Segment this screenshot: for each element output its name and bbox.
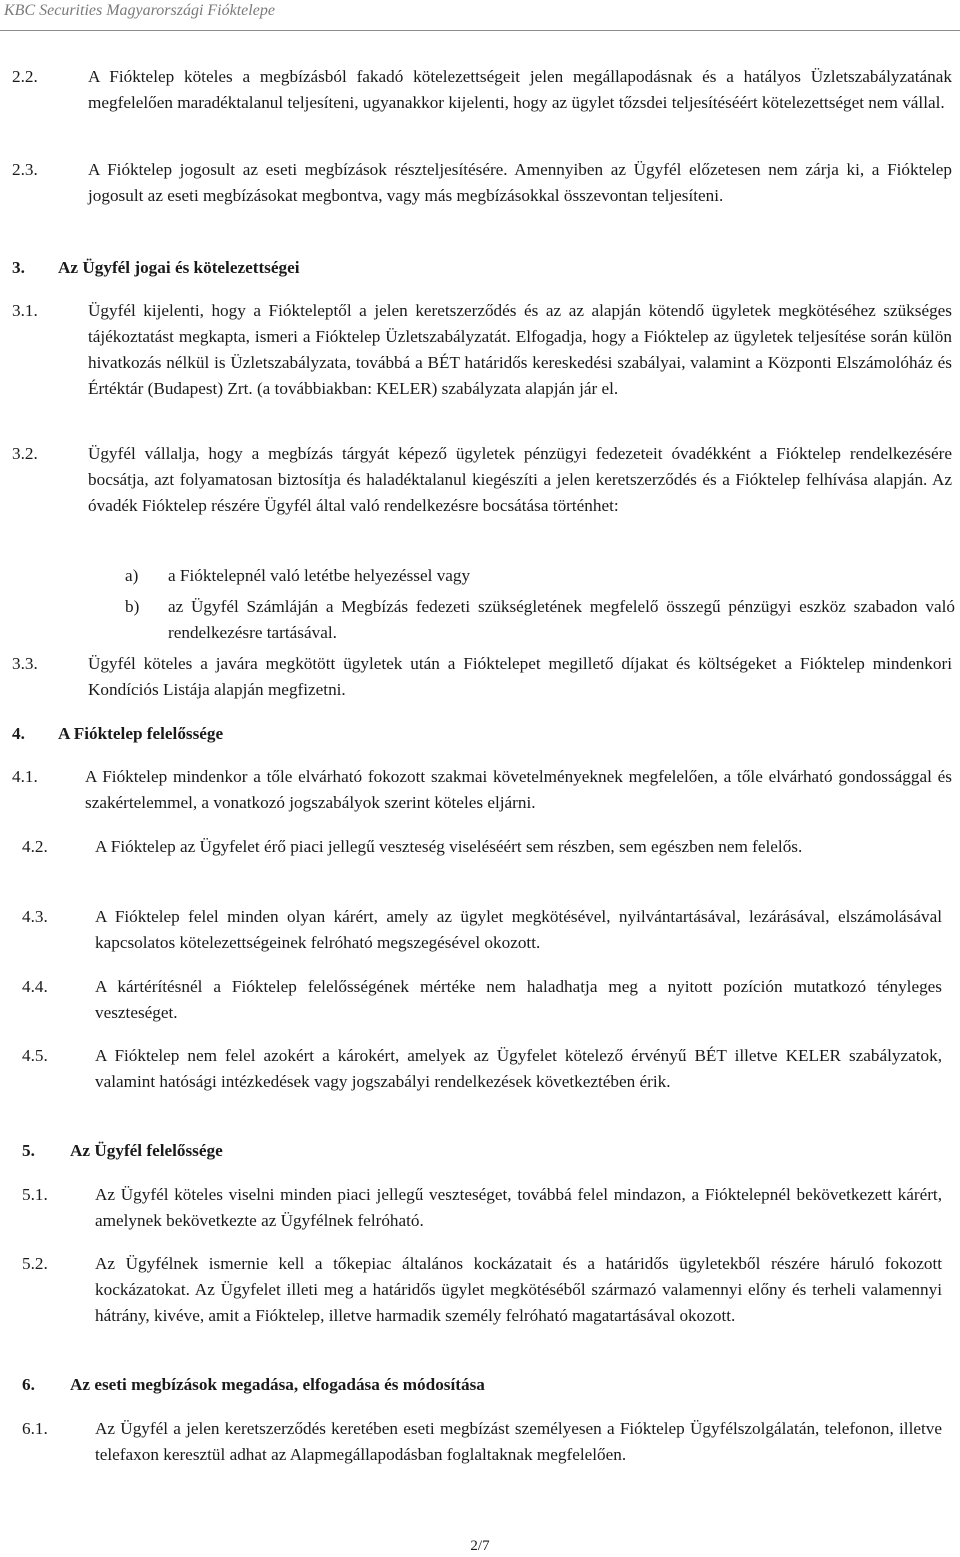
- section-number: 6.: [22, 1375, 35, 1394]
- clause-text: A Fióktelep nem felel azokért a károkért, amelyek az Ügyfelet kötelező érvényű BÉT illetve KELER szabályzatok, valamint hatósági intézkedések vagy jogszabályi rendelkezések következtében érik.: [95, 1046, 942, 1091]
- clause-number: 3.1.: [12, 301, 38, 320]
- section-heading-5: [22, 1138, 223, 1164]
- clause-3-1: [12, 298, 952, 402]
- clause-number: 4.4.: [22, 977, 48, 996]
- section-heading-6: [22, 1372, 485, 1398]
- clause-text: Ügyfél vállalja, hogy a megbízás tárgyát képező ügyletek pénzügyi fedezeteit óvadékként a Fióktelep rendelkezésére bocsátja, azt folyamatosan biztosítja és haladéktalanul kiegészíti a jelen keretszerződés és a Fióktelep felhívása alapján. Az óvadék Fióktelep részére Ügyfél által való rendelkezésre bocsátása történhet:: [88, 444, 952, 515]
- clause-text: A Fióktelep felel minden olyan kárért, amely az ügylet megkötésével, nyilvántartásával, lezárásával, elszámolásával kapcsolatos kötelezettségeinek felróható megszegésével okozott.: [95, 907, 942, 952]
- clause-4-4: [22, 974, 942, 1026]
- clause-number: 6.1.: [22, 1419, 48, 1438]
- clause-5-2: [22, 1251, 942, 1329]
- document-header: KBC Securities Magyarországi Fióktelepe: [4, 2, 275, 19]
- clause-number: 3.3.: [12, 654, 38, 673]
- clause-text: Ügyfél köteles a javára megkötött ügyletek után a Fióktelepet megillető díjakat és költségeket a Fióktelep mindenkori Kondíciós Listája alapján megfizetni.: [88, 654, 952, 699]
- clause-text: Az Ügyfél köteles viselni minden piaci jellegű veszteséget, továbbá felel mindazon, a Fióktelepnél bekövetkezett kárért, amelynek bekövetkezte az Ügyfélnek felróható.: [95, 1185, 942, 1230]
- section-heading-3: [12, 255, 299, 281]
- clause-text: A kártérítésnél a Fióktelep felelősségének mértéke nem haladhatja meg a nyitott pozíción mutatkozó tényleges veszteséget.: [95, 977, 942, 1022]
- section-title: Az eseti megbízások megadása, elfogadása és módosítása: [70, 1375, 485, 1394]
- clause-text: Az Ügyfél a jelen keretszerződés keretében eseti megbízást személyesen a Fióktelep Ügyfélszolgálatán, telefonon, illetve telefaxon keresztül adhat az Alapmegállapodásban foglaltaknak megfelelően.: [95, 1419, 942, 1464]
- clause-number: 4.3.: [22, 907, 48, 926]
- clause-2-3: [12, 157, 952, 209]
- clause-3-2-a: [125, 563, 955, 589]
- clause-number: 3.2.: [12, 444, 38, 463]
- clause-4-1: [12, 764, 952, 816]
- section-number: 3.: [12, 258, 25, 277]
- list-text: a Fióktelepnél való letétbe helyezéssel vagy: [168, 566, 471, 585]
- list-label: b): [125, 597, 140, 616]
- clause-number: 4.5.: [22, 1046, 48, 1065]
- clause-5-1: [22, 1182, 942, 1234]
- clause-text: Ügyfél kijelenti, hogy a Fiókteleptől a jelen keretszerződés és az az alapján kötendő ügyletek megkötéséhez szükséges tájékoztatást megkapta, ismeri a Fióktelep Üzletszabályzatát. Elfogadja, hogy a Fióktelep az ügyletek teljesítése során külön hivatkozás nélkül is Üzletszabályzata, továbbá a BÉT határidős kereskedési szabályai, valamint a Központi Elszámolóház és Értéktár (Budapest) Zrt. (a továbbiakban: KELER) szabályzata alapján jár el.: [88, 301, 952, 398]
- page-number: 2/7: [470, 1538, 490, 1554]
- clause-number: 2.2.: [12, 67, 38, 86]
- clause-text: Az Ügyfélnek ismernie kell a tőkepiac általános kockázatait és a határidős ügyletekből részére háruló fokozott kockázatokat. Az Ügyfelet illeti meg a határidős ügylet megkötéséből származó valamennyi előny és terheli valamennyi hátrány, kivéve, amit a Fióktelep, illetve harmadik személy felróható magatartásával okozott.: [95, 1254, 942, 1325]
- section-number: 4.: [12, 724, 25, 743]
- section-title: A Fióktelep felelőssége: [58, 724, 224, 743]
- clause-text: A Fióktelep jogosult az eseti megbízások részteljesítésére. Amennyiben az Ügyfél előzetesen nem zárja ki, a Fióktelep jogosult az eseti megbízásokat megbontva, vagy más megbízásokkal összevontan teljesíteni.: [88, 160, 952, 205]
- clause-2-2: [12, 64, 952, 116]
- clause-4-3: [22, 904, 942, 956]
- clause-number: 2.3.: [12, 160, 38, 179]
- clause-4-5: [22, 1043, 942, 1095]
- list-text: az Ügyfél Számláján a Megbízás fedezeti szükségletének megfelelő összegű pénzügyi eszköz szabadon való rendelkezésre tartásával.: [168, 597, 955, 642]
- clause-text: A Fióktelep mindenkor a tőle elvárható fokozott szakmai követelményeknek megfelelően, a tőle elvárható gondossággal és szakértelemmel, a vonatkozó jogszabályok szerint köteles eljárni.: [85, 767, 952, 812]
- clause-3-2: [12, 441, 952, 519]
- clause-text: A Fióktelep köteles a megbízásból fakadó kötelezettségeit jelen megállapodásnak és a hatályos Üzletszabályzatának megfelelően maradéktalanul teljesíteni, ugyanakkor kijelenti, hogy az ügylet tőzsdei teljesítéséért kötelezettséget nem vállal.: [88, 67, 952, 112]
- section-heading-4: [12, 721, 223, 747]
- clause-text: A Fióktelep az Ügyfelet érő piaci jellegű veszteség viseléséért sem részben, sem egészben nem felelős.: [95, 837, 803, 856]
- section-title: Az Ügyfél jogai és kötelezettségei: [58, 258, 300, 277]
- clause-number: 4.2.: [22, 837, 48, 856]
- section-title: Az Ügyfél felelőssége: [70, 1141, 223, 1160]
- clause-3-2-b: [125, 594, 955, 646]
- header-divider: [0, 30, 960, 31]
- clause-number: 5.1.: [22, 1185, 48, 1204]
- clause-4-2: [22, 834, 942, 860]
- clause-number: 4.1.: [12, 767, 38, 786]
- section-number: 5.: [22, 1141, 35, 1160]
- clause-3-3: [12, 651, 952, 703]
- clause-6-1: [22, 1416, 942, 1468]
- clause-number: 5.2.: [22, 1254, 48, 1273]
- list-label: a): [125, 566, 139, 585]
